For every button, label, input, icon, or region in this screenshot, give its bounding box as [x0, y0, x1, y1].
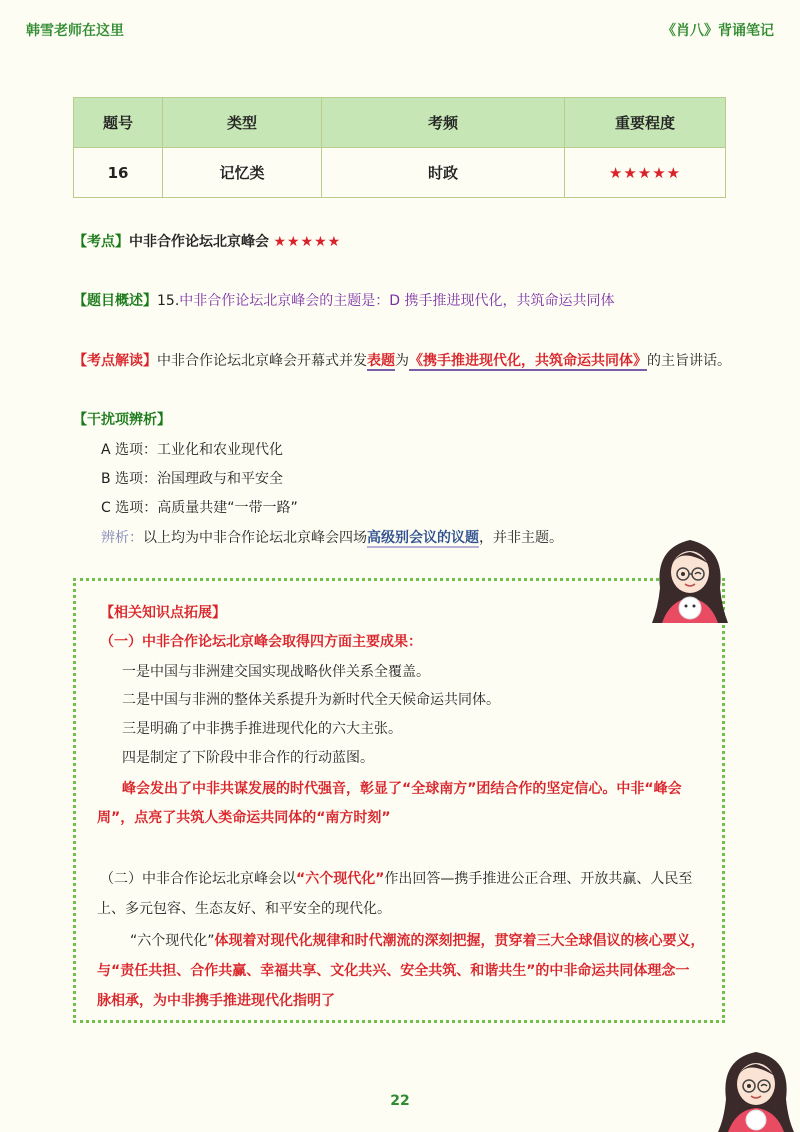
overview-tag: 【题目概述】: [73, 293, 157, 309]
p3-pre: “六个现代化”: [130, 933, 215, 949]
expand-p3-line-1: [130, 931, 705, 951]
p2-pre: （二）中非合作论坛北京峰会以: [100, 871, 296, 887]
analysis-pre: 以上均为中非合作论坛北京峰会四场: [143, 530, 367, 546]
interpret-tag: 【考点解读】: [73, 353, 157, 369]
expand-p2-line-2: 上、多元包容、生态友好、和平安全的现代化。: [97, 901, 391, 917]
expand-p3-line-2: 与“责任共担、合作共赢、幸福共享、文化共兴、安全共筑、和谐共生”的中非命运共同体理念一: [97, 963, 690, 979]
cell-type: 记忆类: [163, 148, 322, 198]
expand-tag: 【相关知识点拓展】: [100, 605, 226, 621]
kaodian-line: [73, 232, 341, 252]
col-header-importance: 重要程度: [565, 98, 726, 148]
col-header-number: 题号: [74, 98, 163, 148]
analysis-highlight: 高级别会议的议题: [367, 530, 479, 546]
option-c: C 选项：高质量共建“一带一路”: [101, 500, 298, 516]
teacher-avatar-illustration-bottom: [716, 1044, 796, 1132]
interpret-post: 的主旨讲话。: [647, 353, 731, 369]
interpret-mid: 为: [395, 353, 409, 369]
expand-item-4: 四是制定了下阶段中非合作的行动蓝图。: [122, 750, 374, 766]
expand-summary-line-2: 周”，点亮了共筑人类命运共同体的“南方时刻”: [97, 810, 391, 826]
interpret-pre: 中非合作论坛北京峰会开幕式并发: [157, 353, 367, 369]
expand-summary-line-1: 峰会发出了中非共谋发展的时代强音，彰显了“全球南方”团结合作的坚定信心。中非“峰会: [122, 781, 682, 797]
kaodian-text: 中非合作论坛北京峰会: [129, 234, 269, 250]
cell-number: 16: [74, 148, 163, 198]
interpret-highlight-1: 表题: [367, 353, 395, 369]
p3-line1-text: 体现着对现代化规律和时代潮流的深刻把握，贯穿着三大全球倡议的核心要义，: [214, 933, 705, 949]
option-b: B 选项：治国理政与和平安全: [101, 471, 284, 487]
header-author: 韩雪老师在这里: [26, 23, 124, 39]
distractor-tag: 【干扰项辨析】: [73, 412, 171, 428]
analysis-tag: 辨析：: [101, 530, 143, 546]
header-book-title: 《肖八》背诵笔记: [662, 23, 774, 39]
p2-highlight: “六个现代化”: [296, 871, 385, 887]
expand-item-1: 一是中国与非洲建交国实现战略伙伴关系全覆盖。: [122, 664, 430, 680]
cell-importance-stars: ★★★★★: [565, 148, 726, 198]
interpret-highlight-2: 《携手推进现代化，共筑命运共同体》: [409, 353, 647, 369]
table-header-row: [74, 98, 726, 148]
analysis-post: ，并非主题。: [479, 530, 563, 546]
overview-text: 中非合作论坛北京峰会的主题是：D 携手推进现代化，共筑命运共同体: [179, 293, 615, 309]
option-a: A 选项：工业化和农业现代化: [101, 442, 284, 458]
expand-title-1: （一）中非合作论坛北京峰会取得四方面主要成果：: [100, 634, 422, 650]
page-number: 22: [390, 1093, 410, 1109]
col-header-frequency: 考频: [322, 98, 565, 148]
kaodian-tag: 【考点】: [73, 234, 129, 250]
expand-p3-line-3: 脉相承，为中非携手推进现代化指明了: [97, 993, 335, 1009]
expand-item-2: 二是中国与非洲的整体关系提升为新时代全天候命运共同体。: [122, 692, 500, 708]
expand-item-3: 三是明确了中非携手推进现代化的六大主张。: [122, 721, 402, 737]
analysis-line: [101, 528, 563, 548]
cell-frequency: 时政: [322, 148, 565, 198]
col-header-type: 类型: [163, 98, 322, 148]
question-info-table: [73, 97, 726, 198]
distractor-heading: [73, 410, 171, 430]
interpret-line: [73, 351, 731, 371]
knowledge-expansion-box: [73, 578, 725, 1023]
expand-p2-line-1: [100, 869, 692, 889]
table-row: [74, 148, 726, 198]
teacher-avatar-illustration: [650, 528, 730, 628]
p2-post: 作出回答—携手推进公正合理、开放共赢、人民至: [384, 871, 693, 887]
overview-number: 15.: [157, 293, 180, 309]
overview-line: [73, 291, 615, 311]
kaodian-stars: ★★★★★: [273, 234, 342, 250]
